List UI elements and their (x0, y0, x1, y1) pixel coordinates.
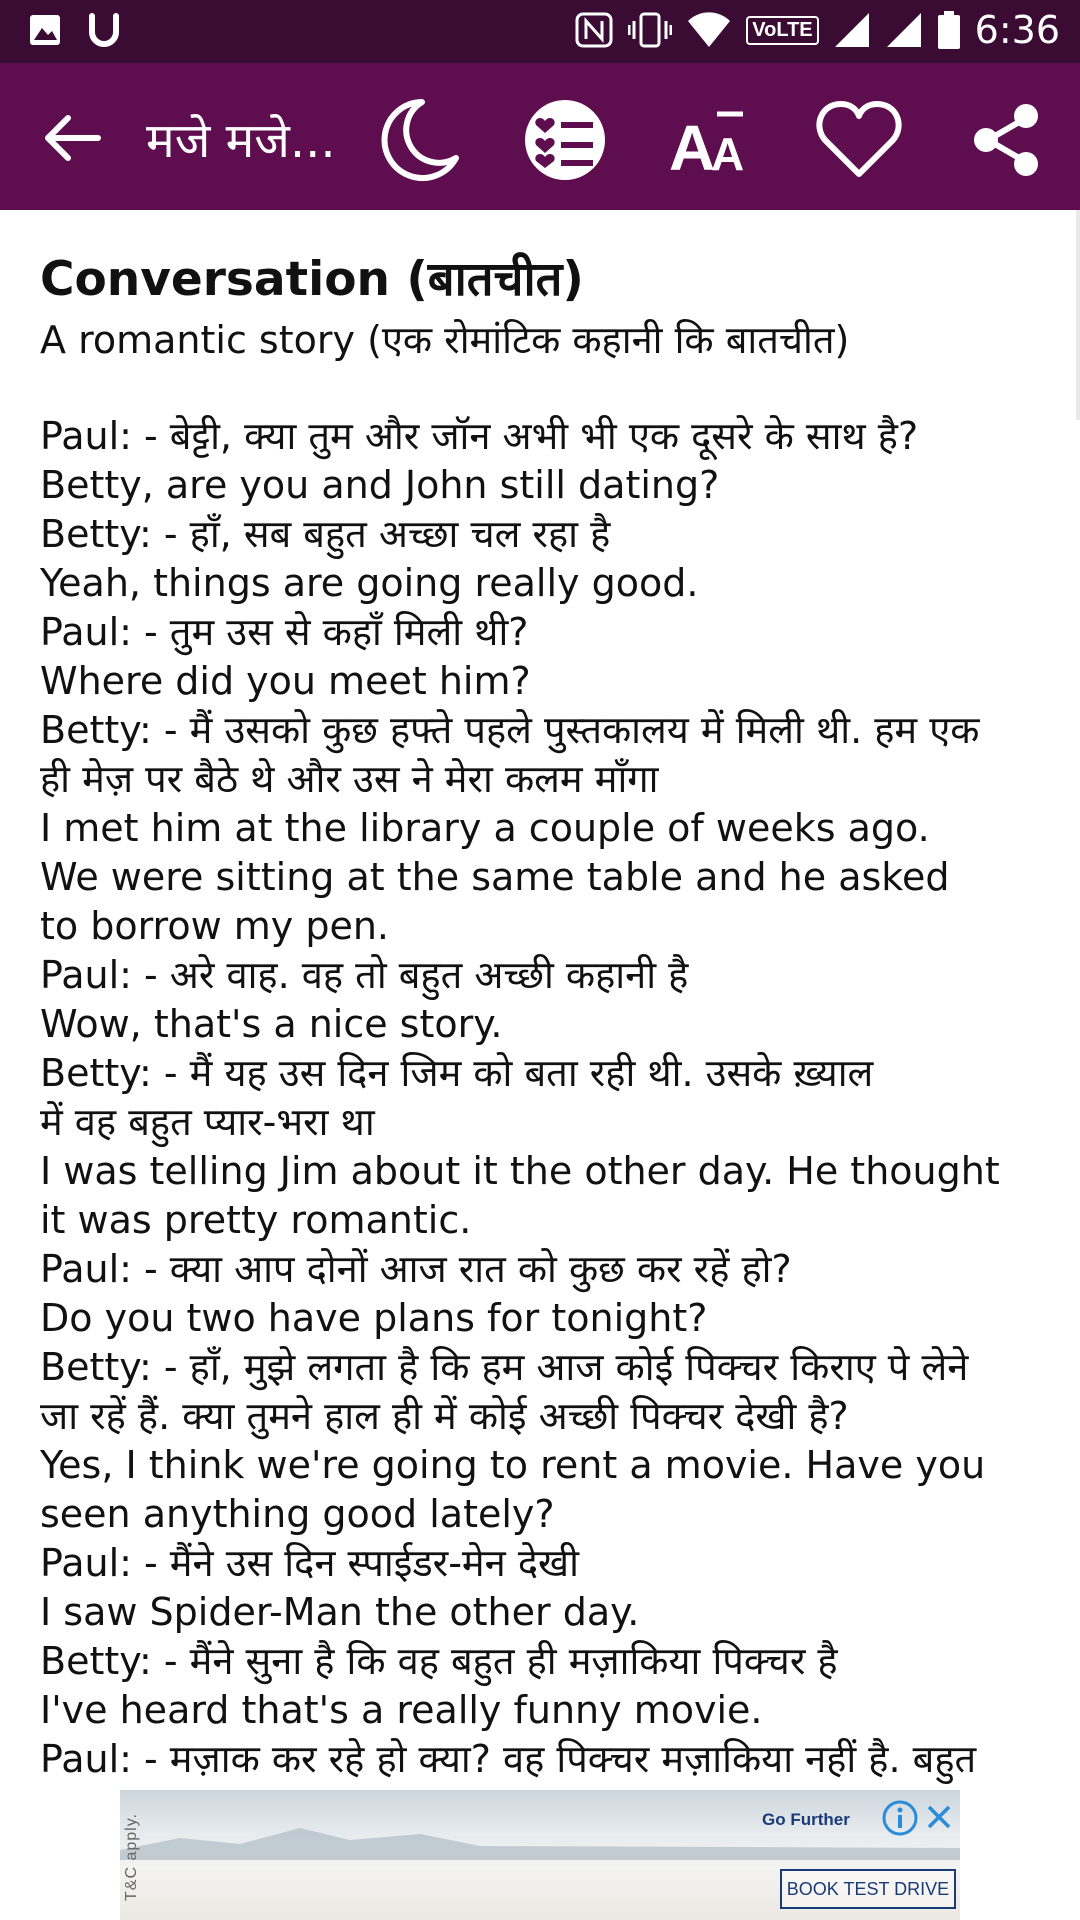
app-bar (0, 63, 1080, 210)
conversation-line: Wow, that's a nice story. (40, 1002, 503, 1046)
conversation-line: Do you two have plans for tonight? (40, 1296, 708, 1340)
signal-icon (885, 11, 923, 49)
volte-icon: VoLTE (746, 16, 818, 45)
conversation-line: Yeah, things are going really good. (40, 561, 699, 605)
ad-info-icon[interactable] (880, 1798, 920, 1838)
heart-icon[interactable] (815, 96, 903, 184)
image-icon (28, 13, 62, 47)
ad-cta-button[interactable]: BOOK TEST DRIVE (780, 1869, 956, 1909)
ad-banner[interactable] (120, 1790, 960, 1920)
conversation-line: We were sitting at the same table and he asked (40, 855, 950, 899)
article-subtitle: A romantic story (एक रोमांटिक कहानी कि बातचीत) (40, 318, 850, 362)
article-heading: Conversation (बातचीत) (40, 252, 584, 307)
conversation-line: seen anything good lately? (40, 1492, 555, 1536)
conversation-line: Paul: - अरे वाह. वह तो बहुत अच्छी कहानी है (40, 953, 689, 997)
svg-text:A: A (711, 128, 745, 180)
conversation-line: Paul: - तुम उस से कहाँ मिली थी? (40, 610, 529, 654)
conversation-line: Betty: - मैंने सुना है कि वह बहुत ही मज़ाकिया पिक्चर है (40, 1639, 838, 1683)
conversation-line: ही मेज़ पर बैठे थे और उस ने मेरा कलम माँगा (40, 757, 659, 801)
font-size-icon[interactable] (667, 96, 755, 184)
favorites-list-icon[interactable] (521, 96, 609, 184)
conversation-line: Paul: - मैंने उस दिन स्पाईडर-मेन देखी (40, 1541, 579, 1585)
conversation-line: Betty: - मैं यह उस दिन जिम को बता रही थी. उसके ख़्याल (40, 1051, 874, 1095)
article-content (40, 250, 1040, 1784)
conversation-line: Where did you meet him? (40, 659, 531, 703)
wifi-icon (686, 11, 732, 49)
conversation-line: it was pretty romantic. (40, 1198, 472, 1242)
conversation-line: Paul: - बेट्टी, क्या तुम और जॉन अभी भी एक दूसरे के साथ है? (40, 414, 919, 458)
signal-icon (833, 11, 871, 49)
conversation-line: Paul: - मज़ाक कर रहे हो क्या? वह पिक्चर मज़ाकिया नहीं है. बहुत (40, 1737, 977, 1781)
conversation-lines (40, 412, 1040, 1784)
conversation-line: Yes, I think we're going to rent a movie. Have you (40, 1443, 986, 1487)
ad-close-icon[interactable] (922, 1800, 956, 1834)
svg-text:A: A (669, 112, 716, 184)
clock: 6:36 (974, 8, 1060, 52)
conversation-line: Betty, are you and John still dating? (40, 463, 720, 507)
conversation-line: जा रहें हैं. क्या तुमने हाल ही में कोई अच्छी पिक्चर देखी है? (40, 1394, 849, 1438)
conversation-line: I saw Spider-Man the other day. (40, 1590, 640, 1634)
ad-disclaimer: T&C apply. (122, 1813, 140, 1901)
nfc-icon (574, 11, 614, 49)
conversation-line: I met him at the library a couple of weeks ago. (40, 806, 930, 850)
scrollbar[interactable] (1076, 210, 1080, 420)
conversation-line: में वह बहुत प्यार-भरा था (40, 1100, 375, 1144)
conversation-line: I've heard that's a really funny movie. (40, 1688, 763, 1732)
night-mode-icon[interactable] (374, 96, 462, 184)
conversation-line: to borrow my pen. (40, 904, 389, 948)
conversation-line: I was telling Jim about it the other day. He thought (40, 1149, 1000, 1193)
conversation-line: Betty: - हाँ, मुझे लगता है कि हम आज कोई पिक्चर किराए पे लेने (40, 1345, 969, 1389)
ad-tagline: Go Further (762, 1810, 850, 1829)
back-arrow-icon[interactable] (40, 105, 106, 171)
conversation-line: Betty: - मैं उसको कुछ हफ्ते पहले पुस्तकालय में मिली थी. हम एक (40, 708, 980, 752)
battery-icon (937, 10, 961, 50)
u-app-icon (86, 12, 122, 48)
vibrate-icon (628, 11, 672, 49)
status-bar (0, 0, 1080, 63)
share-icon[interactable] (962, 96, 1050, 184)
conversation-line: Betty: - हाँ, सब बहुत अच्छा चल रहा है (40, 512, 611, 556)
conversation-line: Paul: - क्या आप दोनों आज रात को कुछ कर रहें हो? (40, 1247, 792, 1291)
app-bar-title: मजे मजे... (146, 113, 336, 169)
